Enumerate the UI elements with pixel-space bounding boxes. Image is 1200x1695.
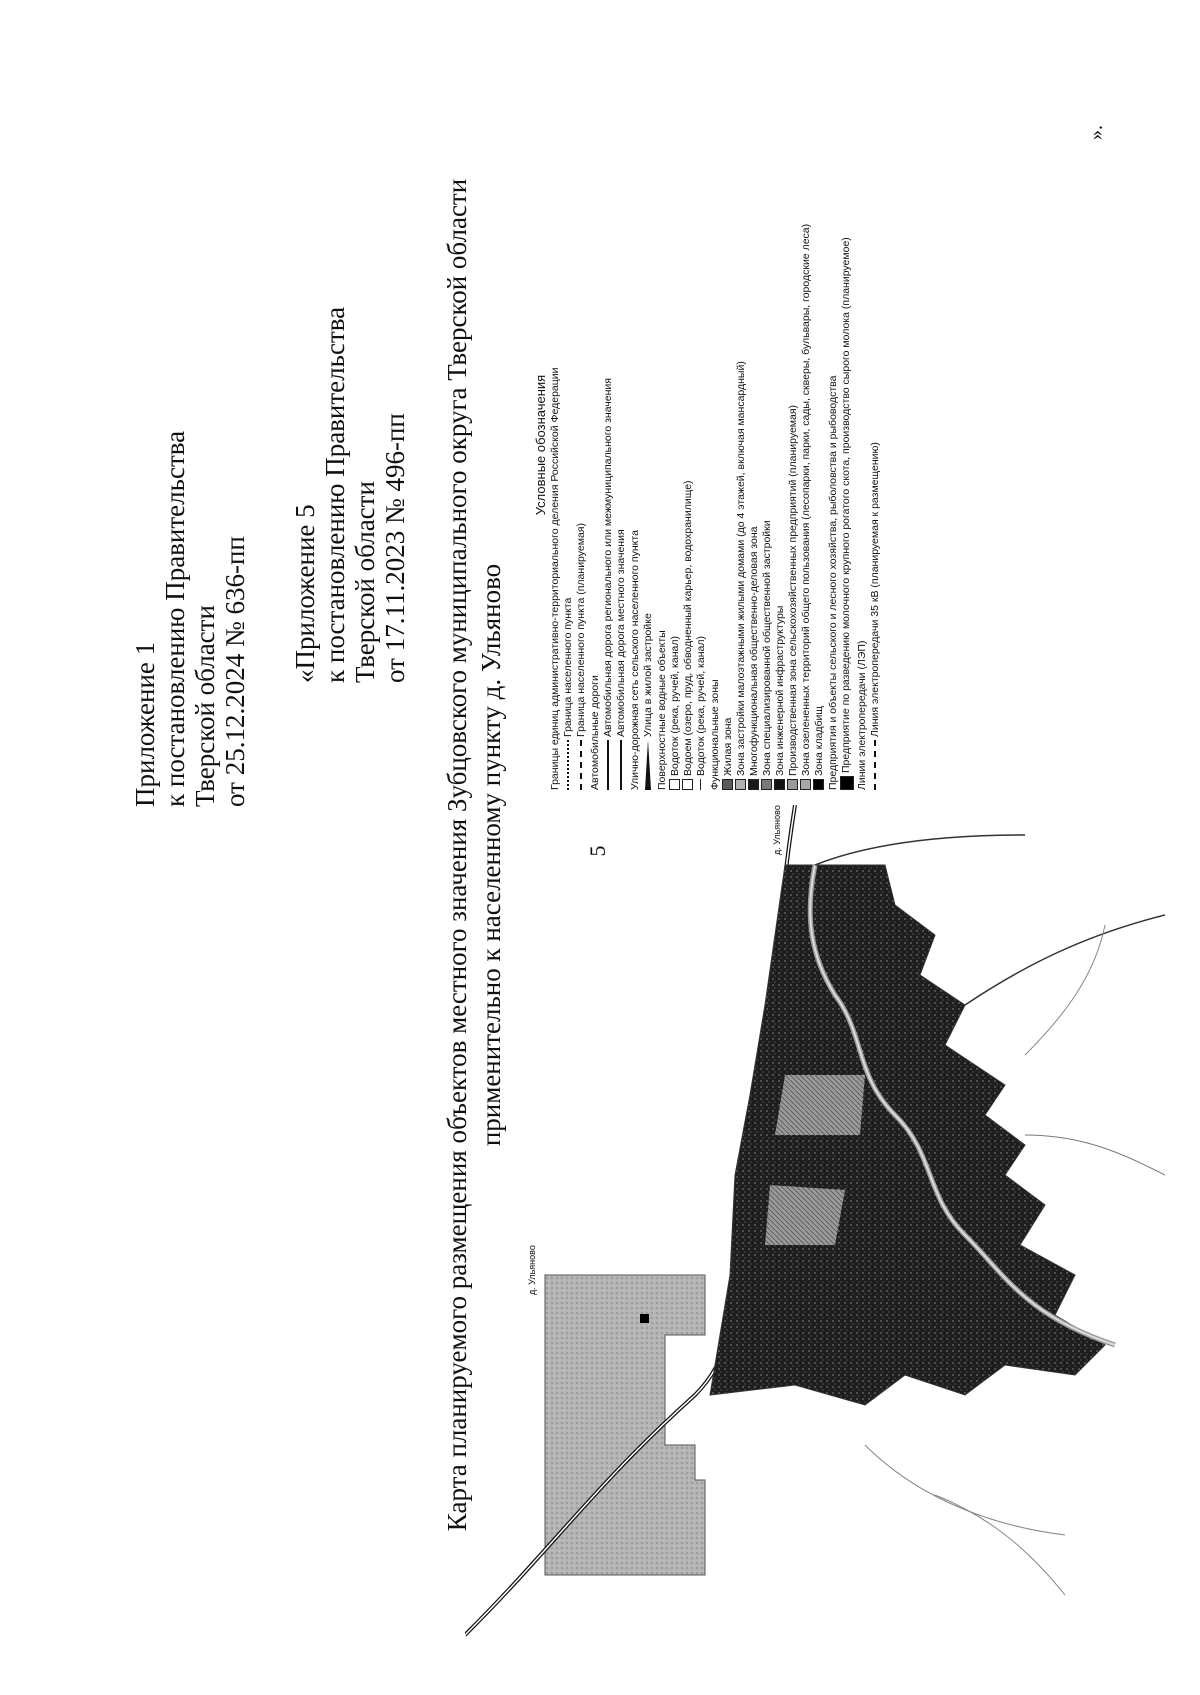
legend-zone-lowrise: Зона застройки малоэтажными жилыми домами (до 4 этажей, включая мансардный) — [735, 361, 747, 776]
zone-residential-swatch — [722, 779, 733, 790]
page-number: 5 — [585, 845, 610, 857]
legend-zone-residential: Жилая зона — [722, 717, 734, 776]
legend-water-body: Водоем (озеро, пруд, обводненный карьер, водохранилище) — [682, 480, 694, 776]
road-local-swatch — [615, 740, 626, 790]
street-residential-swatch — [642, 740, 653, 790]
residential-zone — [710, 865, 1105, 1405]
legend-power-line-35: Линия электропередачи 35 кВ (планируемая к размещению) — [869, 442, 881, 737]
water-stream-area-swatch — [669, 779, 680, 790]
legend-zone-engineering: Зона инженерной инфраструктуры — [774, 605, 786, 776]
green-zone — [775, 1075, 865, 1135]
appendix-1-line3: Тверской области — [190, 605, 220, 807]
legend-boundary-settlement: Граница населенного пункта — [562, 597, 574, 737]
legend-roads-header: Автомобильные дороги — [589, 675, 601, 790]
zone-engineering-swatch — [774, 779, 785, 790]
legend-zone-green: Зона озелененных территорий общего пользования (лесопарки, парки, сады, скверы, бульвары, городские леса) — [800, 223, 812, 776]
legend-boundary-settlement-planned: Граница населенного пункта (планируемая) — [575, 523, 587, 737]
legend-boundaries-header: Границы единиц административно-территориального деления Российской Федерации — [549, 367, 561, 790]
zone-specialized-public-swatch — [761, 779, 772, 790]
water-stream-line-swatch — [695, 779, 706, 790]
planned-agri-zone — [545, 1275, 705, 1575]
legend-enterprises-header: Предприятия и объекты сельского и лесного хозяйства, рыболовства и рыбоводства — [827, 375, 839, 790]
legend — [535, 100, 882, 790]
legend-power-header: Линии электропередачи (ЛЭП) — [856, 640, 868, 790]
zone-green-swatch — [800, 779, 811, 790]
green-zone — [765, 1185, 845, 1245]
map-drawing — [465, 805, 1165, 1695]
legend-zone-cemetery: Зона кладбищ — [813, 705, 825, 776]
appendix-5-line1: «Приложение 5 — [290, 504, 320, 683]
water-body-swatch — [682, 779, 693, 790]
appendix-1-block — [130, 431, 250, 807]
legend-road-regional: Автомобильная дорога регионального или межмуниципального значения — [602, 378, 614, 737]
planned-dairy-enterprise — [640, 1314, 649, 1323]
legend-zone-specialized-public: Зона специализированной общественной застройки — [761, 520, 773, 776]
map-title-line2: применительно к населенному пункту д. Ульяново — [476, 563, 506, 1147]
closing-quote-mark: ». — [1085, 125, 1107, 140]
zone-cemetery-swatch — [813, 779, 824, 790]
appendix-1-line4: от 25.12.2024 № 636-пп — [220, 536, 250, 807]
legend-street-residential: Улица в жилой застройке — [642, 613, 654, 737]
boundary-settlement-planned-swatch — [575, 740, 586, 790]
legend-street-network-header: Улично-дорожная сеть сельского населенного пункта — [629, 530, 641, 790]
appendix-5-line2: к постановлению Правительства — [320, 306, 350, 683]
appendix-5-block — [290, 307, 410, 683]
zone-agri-production-swatch — [787, 779, 798, 790]
legend-title: Условные обозначения — [533, 374, 548, 516]
legend-zone-multifunctional: Многофункциональная общественно-деловая зона — [748, 526, 760, 776]
appendix-1-line2: к постановлению Правительства — [160, 430, 190, 807]
legend-zones-header: Функциональные зоны — [709, 679, 721, 790]
power-line-35-swatch — [869, 740, 880, 790]
map-title-line1: Карта планируемого размещения объектов местного значения Зубцовского муниципального округа Тверской области — [442, 178, 472, 1532]
road-regional-swatch — [602, 740, 613, 790]
zone-multifunctional-swatch — [748, 779, 759, 790]
village-label-2: д. Ульяново — [772, 805, 782, 855]
zone-lowrise-swatch — [735, 779, 746, 790]
appendix-1-line1: Приложение 1 — [130, 641, 160, 807]
appendix-5-line4: от 17.11.2023 № 496-пп — [380, 413, 410, 683]
legend-water-stream-area: Водоток (река, ручей, канал) — [669, 636, 681, 776]
boundary-settlement-swatch — [562, 740, 573, 790]
legend-water-header: Поверхностные водные объекты — [656, 630, 668, 790]
legend-enterprise-dairy: Предприятие по разведению молочного крупного рогатого скота, производство сырого молока (планируемое) — [840, 237, 852, 773]
village-label-1: д. Ульяново — [527, 1245, 537, 1295]
enterprise-dairy-swatch — [840, 776, 854, 790]
legend-road-local: Автомобильная дорога местного значения — [615, 529, 627, 737]
legend-water-stream-line: Водоток (река, ручей, канал) — [695, 636, 707, 776]
appendix-5-line3: Тверской области — [350, 481, 380, 683]
legend-zone-agri-production: Производственная зона сельскохозяйственных предприятий (планируемая) — [787, 404, 799, 776]
